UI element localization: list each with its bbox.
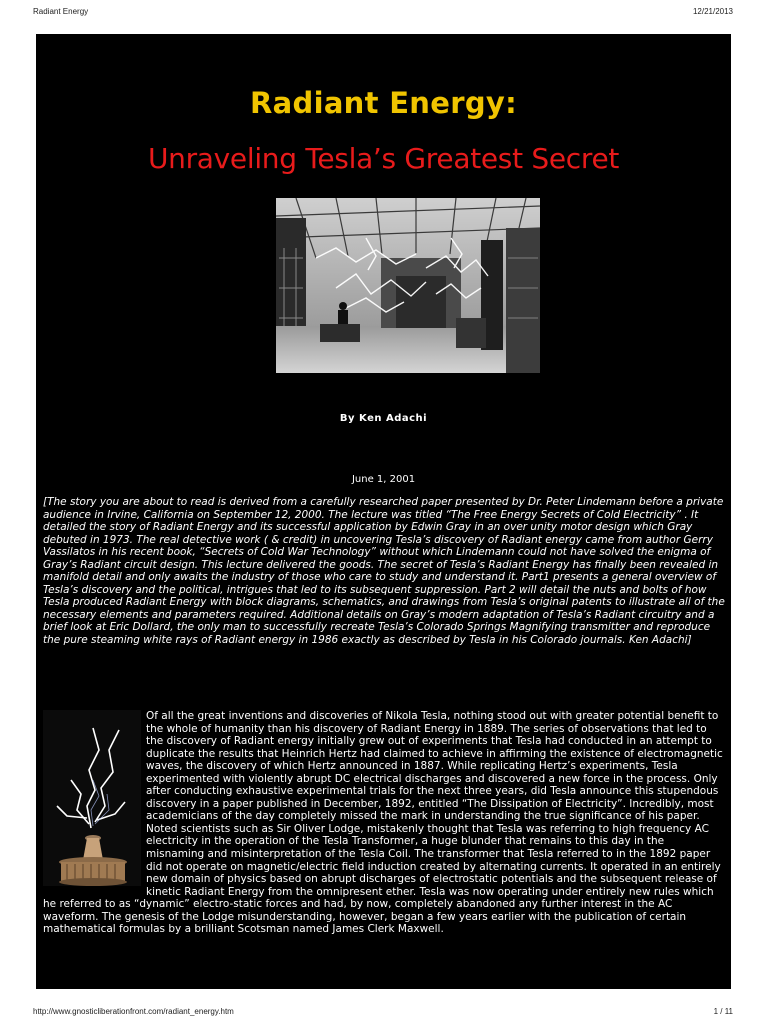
print-header-date: 12/21/2013 — [692, 7, 733, 16]
article-intro: [The story you are about to read is derived from a carefully researched paper presented by Dr. Peter Lindemann before a private audience in Irvine, California on September 12, 2000. The lecture was titled “The Free Energy Secrets of Cold Electricity” . It detailed the story of Radiant Energy and its successful application by Edwin Gray in an over unity motor design which Gray debuted in 1973. The real detective work ( & credit) in uncovering Tesla’s discovery of Radiant energy came from author Gerry Vassilatos in his recent book, “Secrets of Cold War Technology” without which Lindemann could not have solved the enigma of Gray’s Radiant circuit design. This lecture delivered the goods. The secret of Tesla’s Radiant Energy has finally been revealed in manifold detail and only awaits the industry of those who care to study and understand it. Part1 presents a general overview of Tesla’s discovery and the political, intrigues that led to its subsequent suppression. Part 2 will detail the nuts and bolts of how Tesla produced Radiant Energy with block diagrams, schematics, and drawings from Tesla’s original patents to illustrate all of the necessary elements and parameters required. Additional details on Gray’s modern adaptation of Tesla’s Radiant circuitry and a brief look at Eric Dollard, the only man to successfully recreate Tesla’s Colorado Springs Magnifying transmitter and reproduce the pure steaming white rays of Radiant energy in 1986 exactly as described by Tesla in his Colorado journals. Ken Adachi] — [43, 496, 725, 647]
print-footer — [33, 1007, 733, 1019]
article-body-section — [43, 710, 725, 936]
print-footer-url[interactable]: http://www.gnosticliberationfront.com/radiant_energy.htm — [33, 1007, 234, 1016]
print-header-title: Radiant Energy — [33, 7, 89, 16]
article-date: June 1, 2001 — [351, 474, 416, 485]
article-body-text: Of all the great inventions and discoveries of Nikola Tesla, nothing stood out with greater potential benefit to the whole of humanity than his discovery of Radiant Energy in 1889. The series of observations that led to the discovery of Radiant energy initially grew out of experiments that Tesla had conducted in an attempt to duplicate the results that Heinrich Hertz had claimed to achieve in affirming the existence of electromagnetic waves, the discovery of which Hertz announced in 1887. While replicating Hertz’s experiments, Tesla experimented with violently abrupt DC electrical discharges and discovered a new force in the process. Only after conducting exhaustive experimental trials for the next three years, did Tesla announce this stupendous discovery in a paper published in December, 1892, entitled “The Dissipation of Electricity”. Incredibly, most academicians of the day completely missed the mark in understanding the true significance of his paper. Noted scientists such as Sir Oliver Lodge, mistakenly thought that Tesla was referring to high frequency AC electricity in the operation of the Tesla Transformer, a huge blunder that remains to this day in the misnaming and misinterpretation of the Tesla Coil. The transformer that Tesla referred to in the 1892 paper did not operate on magnetic/electric field induction created by alternating currents. It operated in an entirely new domain of physics based on abrupt discharges of electrostatic potentials and the subsequent release of kinetic Radiant Energy from the omnipresent ether. Tesla was now operating under entirely new rules which he referred to as “dynamic” electro-static forces and had, by now, completely abandoned any further interest in the AC waveform. The genesis of the Lodge misunderstanding, however, began a few years earlier with the publication of certain mathematical formulas by a brilliant Scotsman named James Clerk Maxwell. — [43, 710, 723, 936]
tesla-lab-photo — [276, 198, 540, 373]
article-subtitle: Unraveling Tesla’s Greatest Secret — [147, 142, 620, 175]
article-page — [36, 34, 731, 989]
article-byline: By Ken Adachi — [339, 413, 428, 424]
tesla-coil-photo — [43, 710, 141, 886]
print-header — [33, 7, 733, 19]
print-footer-page-number: 1 / 11 — [713, 1007, 733, 1016]
article-title: Radiant Energy: — [250, 86, 517, 120]
